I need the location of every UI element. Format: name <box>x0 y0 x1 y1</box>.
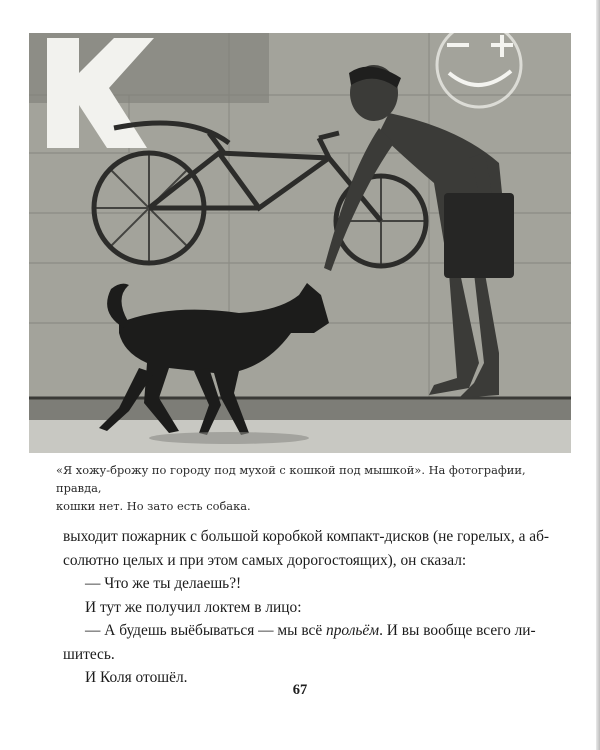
dialogue-text-after: . И вы вообще всего ли- <box>379 622 536 639</box>
dialogue-text-before: — А будешь выёбываться — мы всё <box>85 622 327 639</box>
caption-line-1: «Я хожу-брожу по городу под мухой с кошкой под мышкой». На фотографии, правда, <box>56 463 526 495</box>
dialogue-line-2 <box>63 619 536 643</box>
page-number: 67 <box>292 682 308 698</box>
dialogue-line-2-continuation: шитесь. <box>63 645 115 663</box>
paragraph-5: И Коля отошёл. <box>85 669 188 686</box>
street-photo <box>29 33 571 453</box>
scan-edge <box>596 0 600 750</box>
italic-word: прольём <box>326 622 380 639</box>
photograph <box>29 33 571 453</box>
paragraph-3: И тут же получил локтем в лицо: <box>85 598 302 616</box>
photo-caption <box>56 461 556 515</box>
paragraph-1-line-1: выходит пожарник с большой коробкой компакт-дисков (не горелых, а аб- <box>63 528 550 545</box>
body-text <box>63 525 550 690</box>
caption-line-2: кошки нет. Но зато есть собака. <box>56 499 251 513</box>
dialogue-line-1: — Что же ты делаешь?! <box>85 575 242 592</box>
paragraph-1-line-2: солютно целых и при этом самых дорогостоящих), он сказал: <box>63 551 467 569</box>
